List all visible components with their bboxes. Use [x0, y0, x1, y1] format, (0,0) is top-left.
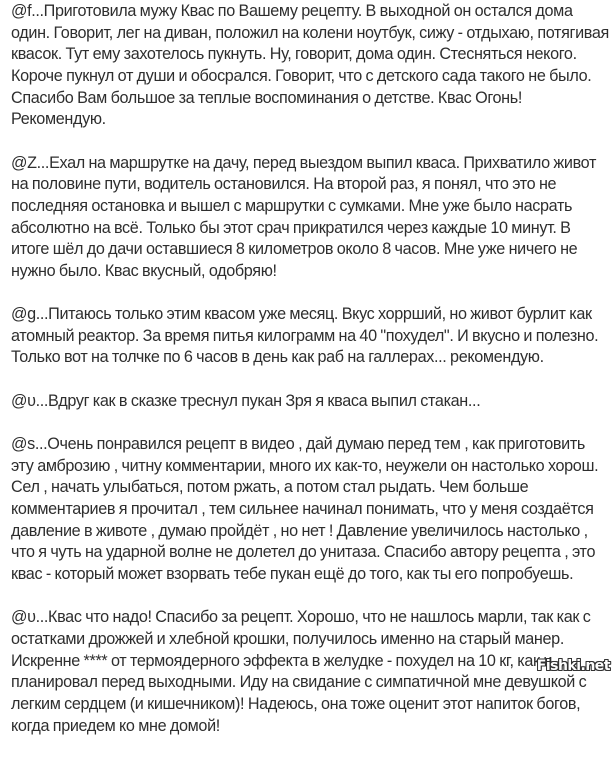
comment-5: @s...Очень понравился рецепт в видео , дай думаю перед тем , как приготовить эту амброзию , читну комментарии, много их как-то, неужели он настолько хорош. Сел , начать улыбаться, потом ржать, а потом стал рыдать. Чем больше комментариев я прочитал , тем сильнее начинал понимать, что у меня создаётся давление в животе , думаю пройдёт , но нет ! Давление увеличилось настолько , что я чуть на ударной волне не долетел до унитаза. Спасибо автору рецепта , это квас - который может взорвать тебе пукан ещё до того, как ты его попробуешь. — [11, 435, 599, 583]
comments-list — [11, 1, 611, 759]
watermark-logo: Fishki.net — [536, 658, 610, 674]
comment-6: @υ...Квас что надо! Спасибо за рецепт. Хорошо, что не нашлось марли, так как с остатками дрожжей и хлебной крошки, получилось именно на старый манер. Искренне **** от термоядерного эффекта в желудке - похудел на 10 кг, как и планировал перед выходными. Иду на свидание с симпатичной мне девушкой с легким сердцем (и кишечником)! Надеюсь, она тоже оценит этот напиток богов, когда приедем ко мне домой! — [11, 608, 591, 735]
comment-1: @f...Приготовила мужу Квас по Вашему рецепту. В выходной он остался дома один. Говорит, лег на диван, положил на колени ноутбук, сижу - отдыхаю, потягивая квасок. Тут ему захотелось пукнуть. Ну, говорит, дома один. Стесняться некого. Короче пукнул от души и обосрался. Говорит, что с детского сада такого не было. Спасибо Вам большое за теплые воспоминания о детстве. Квас Огонь! Рекомендую. — [11, 2, 609, 129]
comment-4: @υ...Вдруг как в сказке треснул пукан Зря я кваса выпил стакан... — [11, 391, 481, 410]
comment-2: @Z...Ехал на маршрутке на дачу, перед выездом выпил кваса. Прихватило живот на половине пути, водитель остановился. На второй раз, я понял, что это не последняя остановка и вышел с маршрутки с сумками. Мне уже было насрать абсолютно на всё. Только бы этот срач прикратился через каждые 10 минут. В итоге шёл до дачи оставшиеся 8 километров около 8 часов. Мне уже ничего не нужно было. Квас вкусный, одобряю! — [11, 153, 597, 280]
comment-3: @g...Питаюсь только этим квасом уже месяц. Вкус хорpший, но живот бурлит как атомный реактор. За время питья килограмм на 40 "похудел". И вкусно и полезно. Только вот на толчке по 6 часов в день как раб на галлерах... рекомендую. — [11, 305, 599, 367]
